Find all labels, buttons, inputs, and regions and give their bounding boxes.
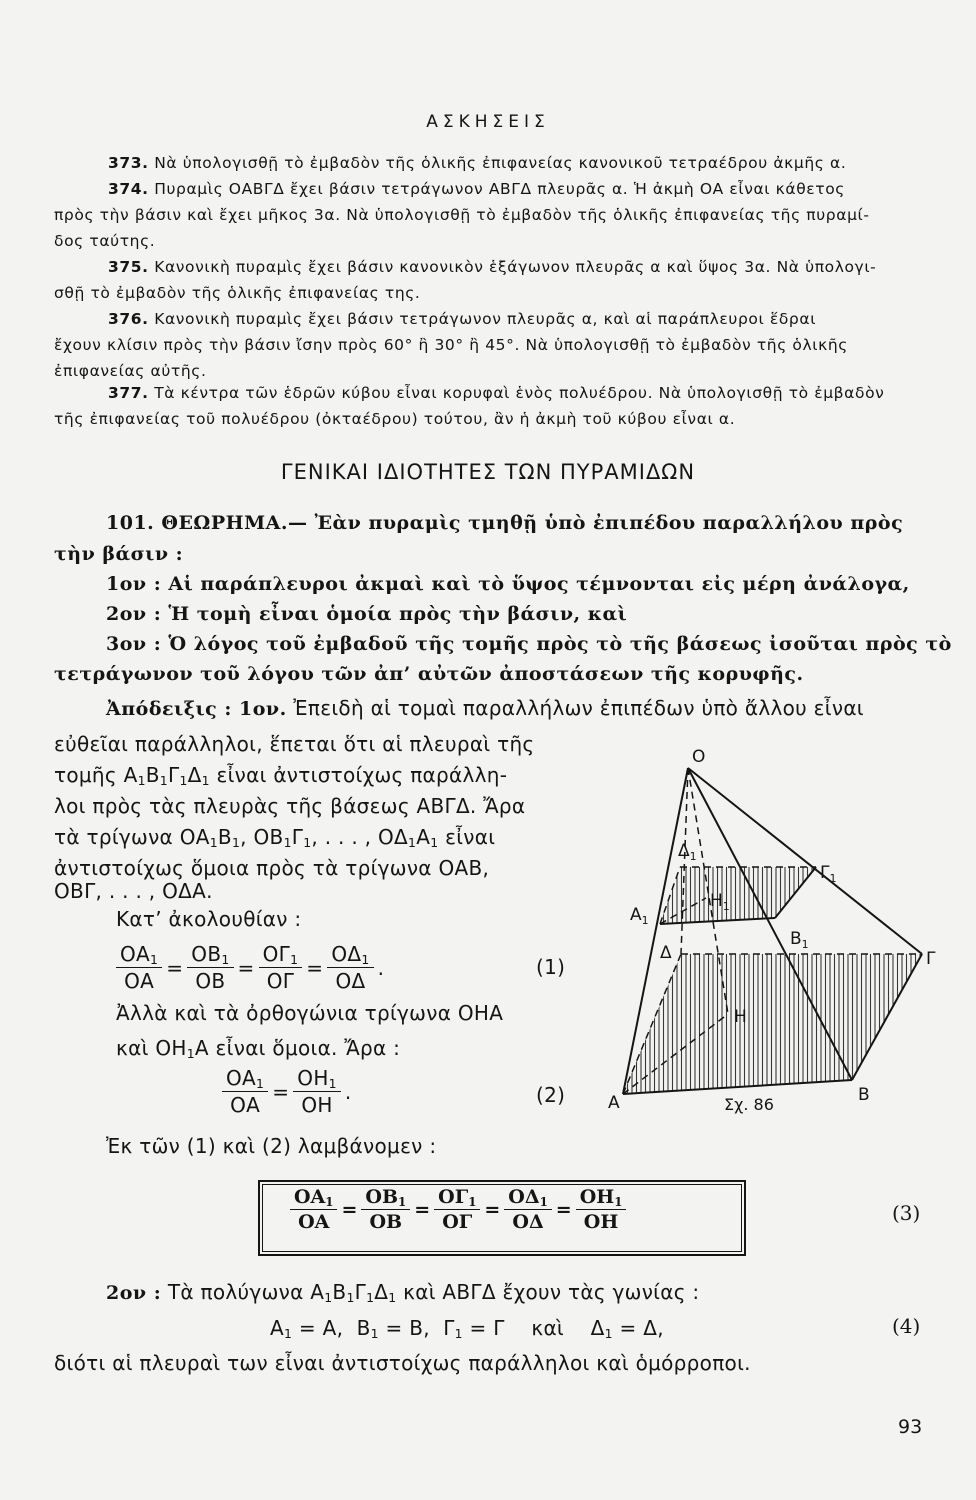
proof-line10	[116, 1036, 400, 1060]
exercise-text: Πυραμὶς ΟΑΒΓΔ ἔχει βάσιν τετράγωνον ΑΒΓΔ πλευρᾶς α. Ἡ ἀκμὴ ΟΑ εἶναι κάθετος	[154, 180, 845, 198]
label-h: H	[734, 1007, 747, 1027]
exercise-375	[108, 254, 876, 280]
fraction: $\frac{O\Delta_1}{O\Delta}$	[327, 942, 373, 993]
fraction: $\frac{OH_1}{OH}$	[293, 1066, 341, 1117]
part-label: 2ον :	[106, 603, 162, 625]
base-hatch	[623, 954, 922, 1094]
section-title: ΓΕΝΙΚΑΙ ΙΔΙΟΤΗΤΕΣ ΤΩΝ ΠΥΡΑΜΙΔΩΝ	[280, 460, 696, 484]
exercises-heading: ΑΣΚΗΣΕΙΣ	[426, 112, 550, 132]
theorem-part3-cont: τετράγωνον τοῦ λόγου τῶν ἀπ’ αὐτῶν ἀποστάσεων τῆς κορυφῆς.	[54, 663, 804, 685]
section-polygon-name: $A_1B_1\Gamma_1\Delta_1$	[310, 1280, 397, 1306]
label-g1: $\Gamma_1$	[820, 863, 837, 885]
exercise-377-line2: τῆς ἐπιφανείας τοῦ πολυέδρου (ὀκταέδρου) τούτου, ἂν ἡ ἀκμὴ τοῦ κύβου εἶναι α.	[54, 410, 736, 428]
exercise-text: Κανονικὴ πυραμὶς ἔχει βάσιν κανονικὸν ἑξάγωνον πλευρᾶς α καὶ ὕψος 3α. Νὰ ὑπολογι-	[154, 258, 877, 276]
equation-4: $A_1 = A$, $B_1 = B$, $\Gamma_1 = \Gamma$ καὶ $\Delta_1 = \Delta$,	[270, 1316, 664, 1342]
theorem-line2: τὴν βάσιν :	[54, 543, 184, 565]
exercise-375-line2: σθῇ τὸ ἐμβαδὸν τῆς ὁλικῆς ἐπιφανείας της.	[54, 284, 421, 302]
proof-text: Τὰ πολύγωνα	[167, 1280, 304, 1304]
fraction: $\frac{OA_1}{OA}$	[116, 942, 162, 993]
proof-part2	[106, 1280, 699, 1304]
fraction: $\frac{O\Delta_1}{O\Delta}$	[504, 1186, 551, 1233]
figure-pyramid	[590, 740, 950, 1130]
proof-label: Ἀπόδειξις : 1ον.	[106, 698, 287, 720]
theorem-part1	[106, 573, 910, 595]
theorem-line1	[106, 512, 903, 534]
label-a: A	[608, 1093, 620, 1113]
label-h1: $H_1$	[710, 891, 730, 913]
exercise-text: Νὰ ὑπολογισθῇ τὸ ἐμβαδὸν τῆς ὁλικῆς ἐπιφανείας κανονικοῦ τετραέδρου ἀκμῆς α.	[154, 154, 847, 172]
part-label: 1ον :	[106, 573, 162, 595]
fraction: $\frac{OB_1}{OB}$	[361, 1186, 410, 1233]
exercise-number: 375.	[108, 258, 149, 276]
proof-line5	[54, 825, 495, 849]
theorem-part2	[106, 603, 627, 625]
section-polygon-name: $A_1B_1\Gamma_1\Delta_1$	[123, 763, 210, 789]
part-label: 3ον :	[106, 633, 162, 655]
figure-caption: Σχ. 86	[724, 1095, 774, 1114]
part-text: Αἱ παράπλευροι ἀκμαὶ καὶ τὸ ὕψος τέμνονται εἰς μέρη ἀνάλογα,	[168, 573, 910, 595]
proof-line7: ΟΒΓ, . . . , ΟΔΑ.	[54, 879, 213, 903]
fraction: $\frac{O\Gamma_1}{O\Gamma}$	[259, 942, 303, 993]
exercise-374-line2: πρὸς τὴν βάσιν καὶ ἔχει μῆκος 3α. Νὰ ὑπολογισθῇ τὸ ἐμβαδὸν τῆς ὁλικῆς ἐπιφανείας τῆς πυραμί-	[54, 206, 870, 224]
label-a1: $A_1$	[630, 905, 649, 927]
fraction: $\frac{OA_1}{OA}$	[290, 1186, 337, 1233]
exercise-number: 373.	[108, 154, 149, 172]
fraction: $\frac{OB_1}{OB}$	[187, 942, 233, 993]
proof-last-line: διότι αἱ πλευραὶ των εἶναι ἀντιστοίχως παράλληλοι καὶ ὁμόρροποι.	[54, 1351, 751, 1375]
label-b1: $B_1$	[790, 929, 809, 951]
proof-line3	[54, 763, 507, 787]
equation-2-label: (2)	[536, 1083, 566, 1107]
proof-line8: Κατ’ ἀκολουθίαν :	[116, 907, 302, 931]
equation-4-label: (4)	[892, 1314, 921, 1338]
proof-text: τομῆς	[54, 763, 117, 787]
equation-1: $\frac{OA_1}{OA}$ = $\frac{OB_1}{OB}$ = $\frac{O\Gamma_1}{O\Gamma}$ = $\frac{O\Delta_1}{O\Delta}$ .	[116, 942, 388, 993]
proof-line2: εὐθεῖαι παράλληλοι, ἕπεται ὅτι αἱ πλευραὶ τῆς	[54, 732, 535, 756]
equation-3: $\frac{OA_1}{OA}$ = $\frac{OB_1}{OB}$ = $\frac{O\Gamma_1}{O\Gamma}$ = $\frac{O\Delta_1}{O\Delta}$ = $\frac{OH_1}{OH}$	[290, 1186, 626, 1233]
equation-3-label: (3)	[892, 1201, 921, 1225]
proof-line11: Ἐκ τῶν (1) καὶ (2) λαμβάνομεν :	[106, 1134, 437, 1158]
proof-line1	[106, 696, 864, 720]
exercise-number: 374.	[108, 180, 149, 198]
proof-text: Ἐπειδὴ αἱ τομαὶ παραλλήλων ἐπιπέδων ὑπὸ ἄλλου εἶναι	[293, 696, 864, 720]
proof-text: καὶ ΑΒΓΔ ἔχουν τὰς γωνίας :	[403, 1280, 700, 1304]
proof-text: εἶναι	[445, 825, 496, 849]
label-d: Δ	[660, 943, 672, 963]
exercise-text: Τὰ κέντρα τῶν ἑδρῶν κύβου εἶναι κορυφαὶ ἑνὸς πολυέδρου. Νὰ ὑπολογισθῇ τὸ ἐμβαδὸν	[154, 384, 885, 402]
proof-text: εἶναι ὅμοια. Ἄρα :	[215, 1036, 401, 1060]
triangle-list: $OA_1B_1$, $OB_1\Gamma_1$, . . . , $O\Delta_1A_1$	[179, 825, 439, 851]
triangle-name: $OH_1A$	[155, 1036, 209, 1062]
theorem-statement: Ἐὰν πυραμὶς τμηθῇ ὑπὸ ἐπιπέδου παραλλήλου πρὸς	[314, 512, 904, 534]
label-d1: $\Delta_1$	[678, 841, 697, 863]
exercise-376	[108, 306, 816, 332]
fraction: $\frac{OH_1}{OH}$	[576, 1186, 627, 1233]
fraction: $\frac{O\Gamma_1}{O\Gamma}$	[434, 1186, 480, 1233]
exercise-373	[108, 150, 846, 176]
theorem-label: 101. ΘΕΩΡΗΜΑ.—	[106, 512, 308, 534]
exercise-number: 376.	[108, 310, 149, 328]
exercise-377	[108, 380, 884, 406]
exercise-number: 377.	[108, 384, 149, 402]
proof-text: καὶ	[116, 1036, 149, 1060]
theorem-part3	[106, 633, 952, 655]
part-label: 2ον :	[106, 1282, 162, 1304]
proof-text: τὰ τρίγωνα	[54, 825, 174, 849]
exercise-376-line3: ἐπιφανείας αὐτῆς.	[54, 362, 207, 380]
proof-line4: λοι πρὸς τὰς πλευρὰς τῆς βάσεως ΑΒΓΔ. Ἄρα	[54, 794, 526, 818]
page-number: 93	[898, 1416, 923, 1438]
exercise-374-line3: δος ταύτης.	[54, 232, 156, 250]
label-g: Γ	[926, 949, 936, 969]
part-text: Ὁ λόγος τοῦ ἐμβαδοῦ τῆς τομῆς πρὸς τὸ τῆς βάσεως ἰσοῦται πρὸς τὸ	[168, 633, 952, 655]
equation-2: $\frac{OA_1}{OA}$ = $\frac{OH_1}{OH}$ .	[222, 1066, 356, 1117]
proof-line9: Ἀλλὰ καὶ τὰ ὀρθογώνια τρίγωνα ΟΗΑ	[116, 1001, 504, 1025]
label-o: O	[692, 747, 706, 767]
equation-1-label: (1)	[536, 955, 566, 979]
fraction: $\frac{OA_1}{OA}$	[222, 1066, 268, 1117]
proof-line6: ἀντιστοίχως ὅμοια πρὸς τὰ τρίγωνα ΟΑΒ,	[54, 856, 490, 880]
part-text: Ἡ τομὴ εἶναι ὁμοία πρὸς τὴν βάσιν, καὶ	[168, 603, 628, 625]
exercise-text: Κανονικὴ πυραμὶς ἔχει βάσιν τετράγωνον πλευρᾶς α, καὶ αἱ παράπλευροι ἕδραι	[154, 310, 817, 328]
proof-text: εἶναι ἀντιστοίχως παράλλη-	[216, 763, 508, 787]
exercise-374	[108, 176, 845, 202]
exercise-376-line2: ἔχουν κλίσιν πρὸς τὴν βάσιν ἴσην πρὸς 60° ἢ 30° ἢ 45°. Νὰ ὑπολογισθῇ τὸ ἐμβαδὸν τῆς ὁλικῆς	[54, 336, 848, 354]
label-b: B	[858, 1085, 870, 1105]
